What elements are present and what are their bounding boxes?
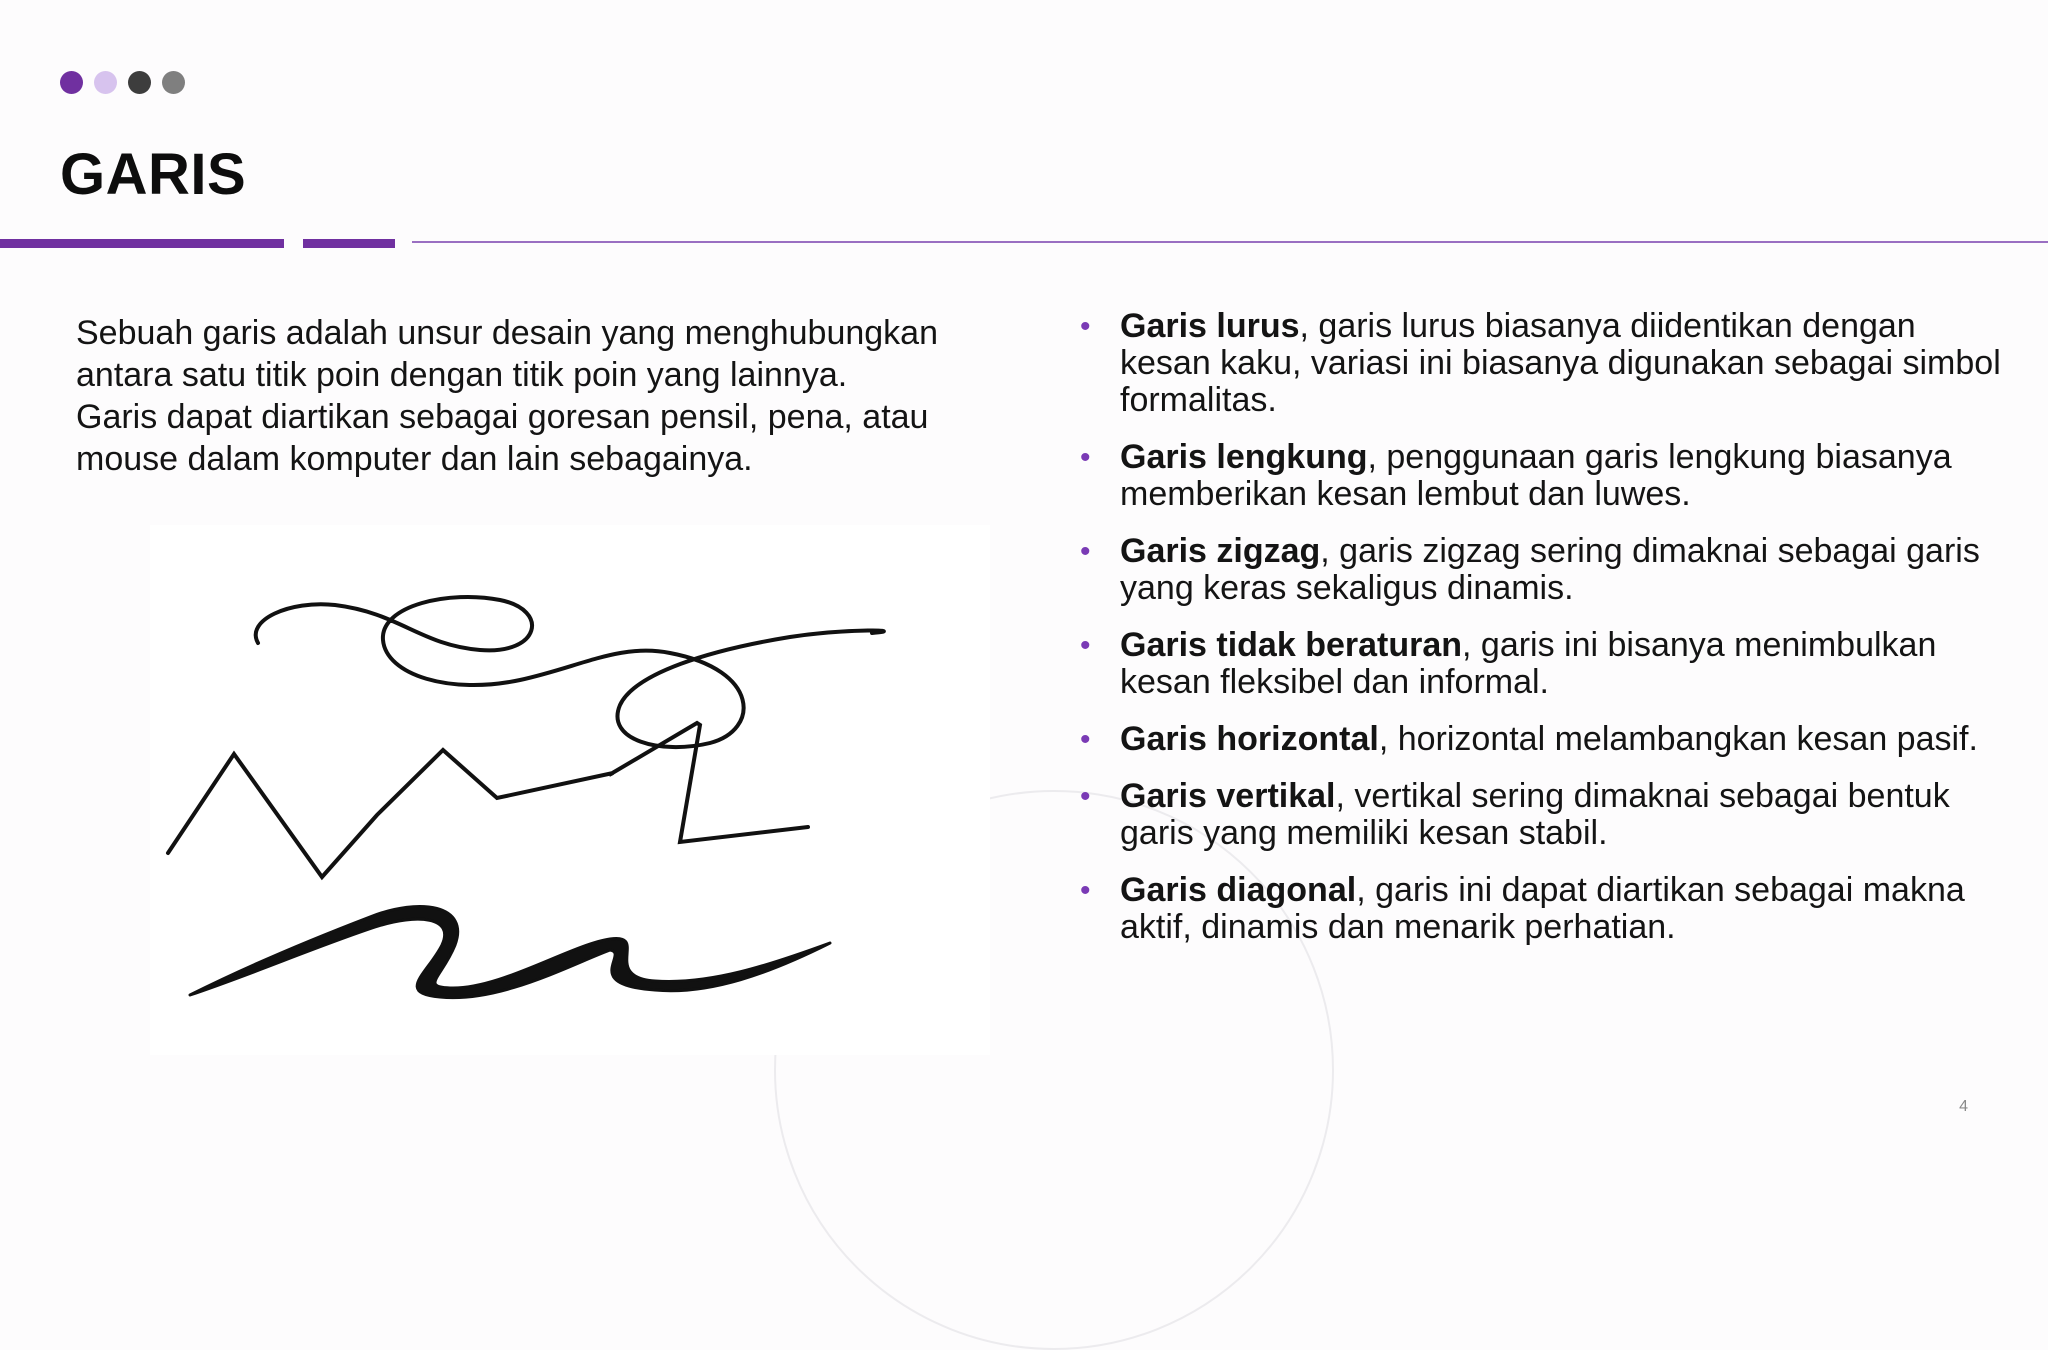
- dark-dot: [128, 71, 151, 94]
- wave-line: [190, 906, 830, 997]
- line-sketches: [150, 525, 990, 1055]
- bullet-dot-icon: •: [1080, 723, 1091, 756]
- bullet-term: Garis vertikal: [1120, 777, 1336, 815]
- intro-line: Garis dapat diartikan sebagai goresan pensil, pena, atau: [76, 398, 929, 436]
- bullet-term: Garis lurus: [1120, 307, 1300, 345]
- gray-dot: [162, 71, 185, 94]
- title-underline-short: [303, 239, 395, 248]
- bullet-term: Garis tidak beraturan: [1120, 626, 1463, 664]
- list-item: [1080, 533, 2010, 607]
- lilac-dot: [94, 71, 117, 94]
- bullet-text: , vertikal sering dimaknai sebagai bentuk garis yang memiliki kesan stabil.: [1120, 777, 1950, 852]
- bullet-dot-icon: •: [1080, 629, 1091, 662]
- bullet-dot-icon: •: [1080, 441, 1091, 474]
- intro-paragraph: [76, 312, 976, 480]
- decorative-dots: [60, 71, 185, 94]
- bullet-text: , garis ini bisanya menimbulkan kesan fleksibel dan informal.: [1120, 626, 1937, 701]
- bullet-term: Garis horizontal: [1120, 720, 1379, 758]
- intro-line: antara satu titik poin dengan titik poin yang lainnya.: [76, 356, 848, 394]
- intro-line: mouse dalam komputer dan lain sebagainya.: [76, 440, 753, 478]
- list-item: [1080, 439, 2010, 513]
- bullet-term: Garis lengkung: [1120, 438, 1368, 476]
- title-underline-thin: [412, 241, 2048, 243]
- bullet-dot-icon: •: [1080, 310, 1091, 343]
- page-number: 4: [1959, 1098, 1968, 1115]
- title-underline-thick: [0, 239, 284, 248]
- curved-loop-line: [256, 597, 884, 747]
- list-item: [1080, 778, 2010, 852]
- bullet-dot-icon: •: [1080, 874, 1091, 907]
- bullet-text: , horizontal melambangkan kesan pasif.: [1378, 720, 1978, 758]
- bullet-text: , garis zigzag sering dimaknai sebagai garis yang keras sekaligus dinamis.: [1120, 532, 1980, 607]
- bullet-dot-icon: •: [1080, 780, 1091, 813]
- intro-line: Sebuah garis adalah unsur desain yang menghubungkan: [76, 314, 938, 352]
- list-item: [1080, 721, 2010, 758]
- purple-dot: [60, 71, 83, 94]
- bullet-term: Garis diagonal: [1120, 871, 1357, 909]
- bullet-term: Garis zigzag: [1120, 532, 1321, 570]
- slide-title: GARIS: [60, 142, 247, 207]
- list-item: [1080, 308, 2010, 419]
- line-types-illustration: [150, 525, 990, 1055]
- zigzag-line: [168, 723, 808, 877]
- line-types-list: [1080, 308, 2010, 966]
- list-item: [1080, 627, 2010, 701]
- bullet-text: , garis lurus biasanya diidentikan dengan kesan kaku, variasi ini biasanya digunakan sebagai simbol formalitas.: [1120, 307, 2001, 419]
- bullet-text: , garis ini dapat diartikan sebagai makna aktif, dinamis dan menarik perhatian.: [1120, 871, 1965, 946]
- list-item: [1080, 872, 2010, 946]
- bullet-dot-icon: •: [1080, 535, 1091, 568]
- bullet-text: , penggunaan garis lengkung biasanya memberikan kesan lembut dan luwes.: [1120, 438, 1952, 513]
